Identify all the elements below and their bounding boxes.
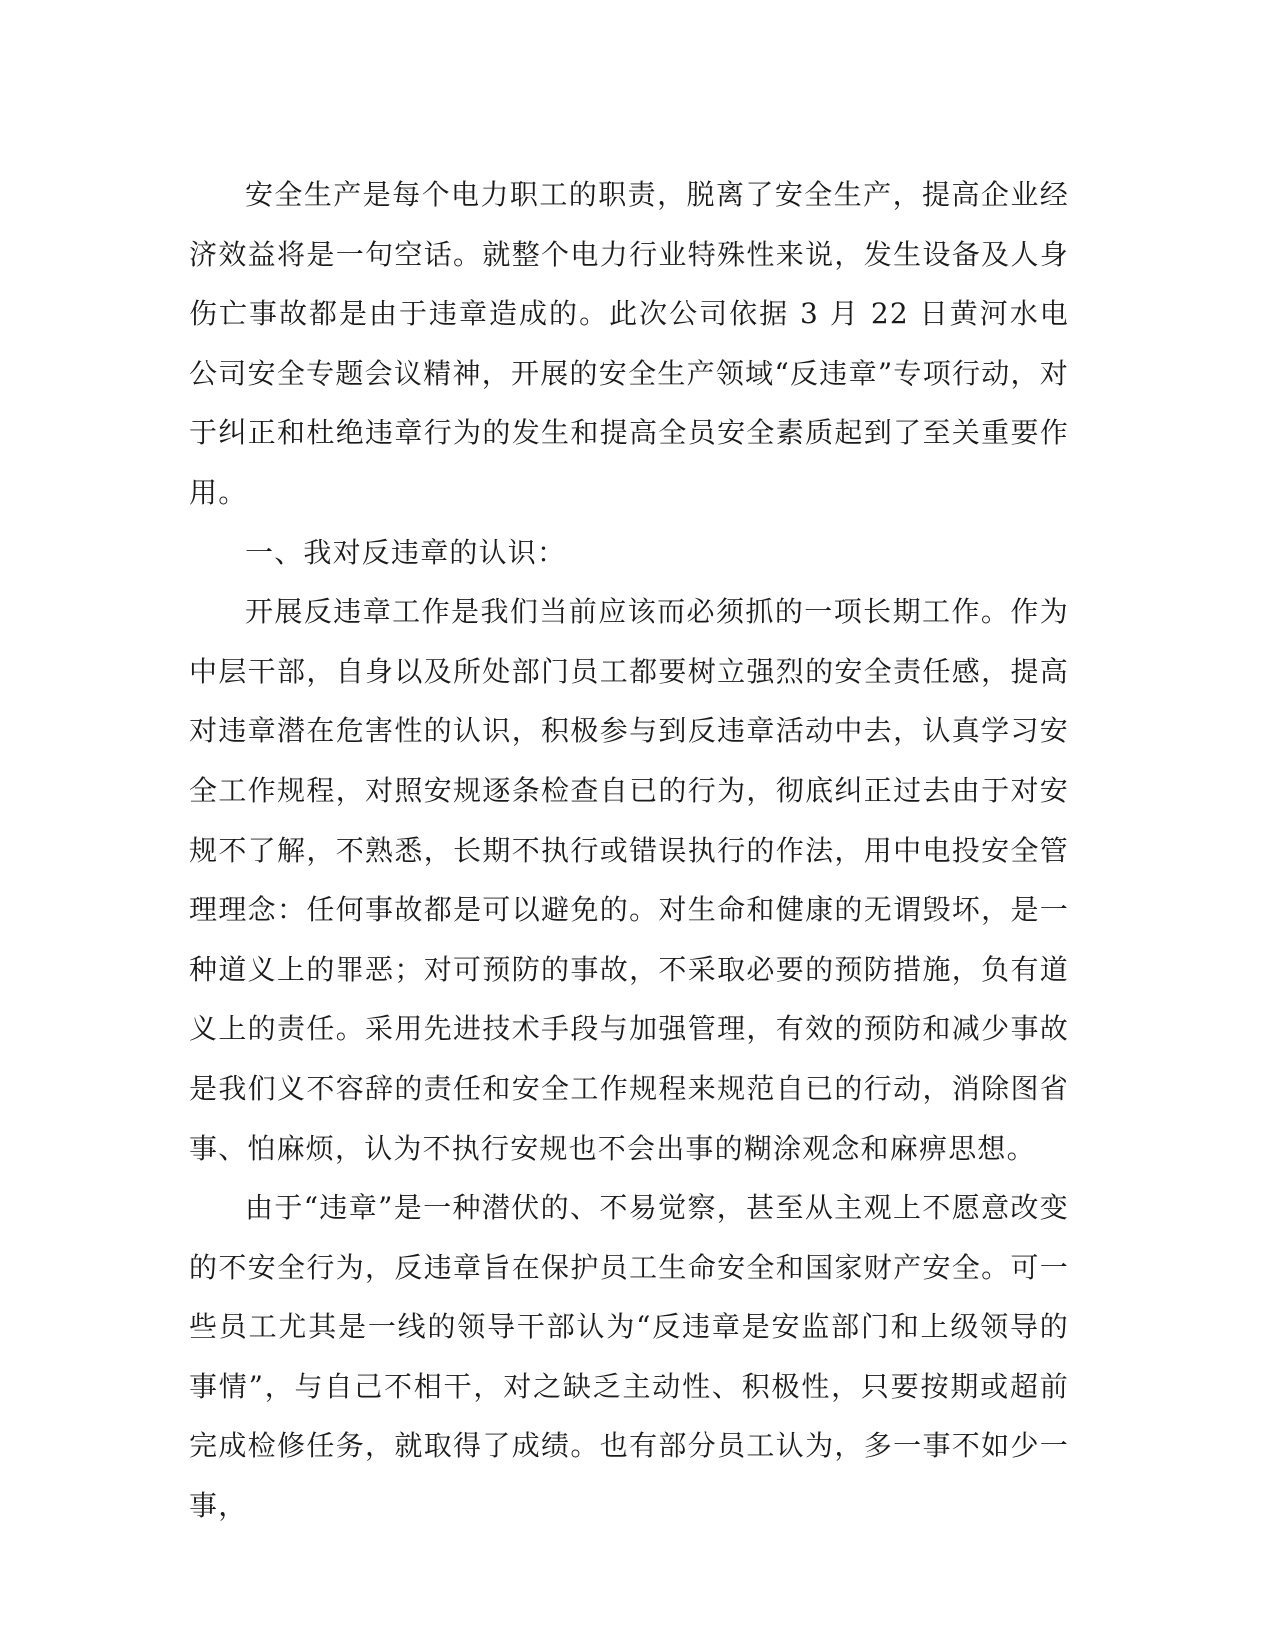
section-heading-1: 一、我对反违章的认识：	[245, 535, 567, 569]
paragraph-violation-nature: 由于“违章”是一种潜伏的、不易觉察，甚至从主观上不愿意改变的不安全行为，反违章旨在保护员工生命安全和国家财产安全。可一些员工尤其是一线的领导干部认为“反违章是安监部门和上级领导的事情”，与自己不相干，对之缺乏主动性、积极性，只要按期或超前完成检修任务，就取得了成绩。也有部分员工认为，多一事不如少一事，	[189, 1191, 1069, 1523]
body-text	[189, 165, 1069, 1536]
paragraph-intro: 安全生产是每个电力职工的职责，脱离了安全生产，提高企业经济效益将是一句空话。就整个电力行业特殊性来说，发生设备及人身伤亡事故都是由于违章造成的。此次公司依据 3 月 22 日黄河水电公司安全专题会议精神，开展的安全生产领域“反违章”专项行动，对于纠正和杜绝违章行为的发生和提高全员安全素质起到了至关重要作用。	[189, 178, 1069, 509]
paragraph-understanding: 开展反违章工作是我们当前应该而必须抓的一项长期工作。作为中层干部，自身以及所处部门员工都要树立强烈的安全责任感，提高对违章潜在危害性的认识，积极参与到反违章活动中去，认真学习安全工作规程，对照安规逐条检查自已的行为，彻底纠正过去由于对安规不了解，不熟悉，长期不执行或错误执行的作法，用中电投安全管理理念：任何事故都是可以避免的。对生命和健康的无谓毁坏，是一种道义上的罪恶；对可预防的事故，不采取必要的预防措施，负有道义上的责任。采用先进技术手段与加强管理，有效的预防和减少事故是我们义不容辞的责任和安全工作规程来规范自已的行动，消除图省事、怕麻烦，认为不执行安规也不会出事的糊涂观念和麻痹思想。	[189, 595, 1069, 1165]
